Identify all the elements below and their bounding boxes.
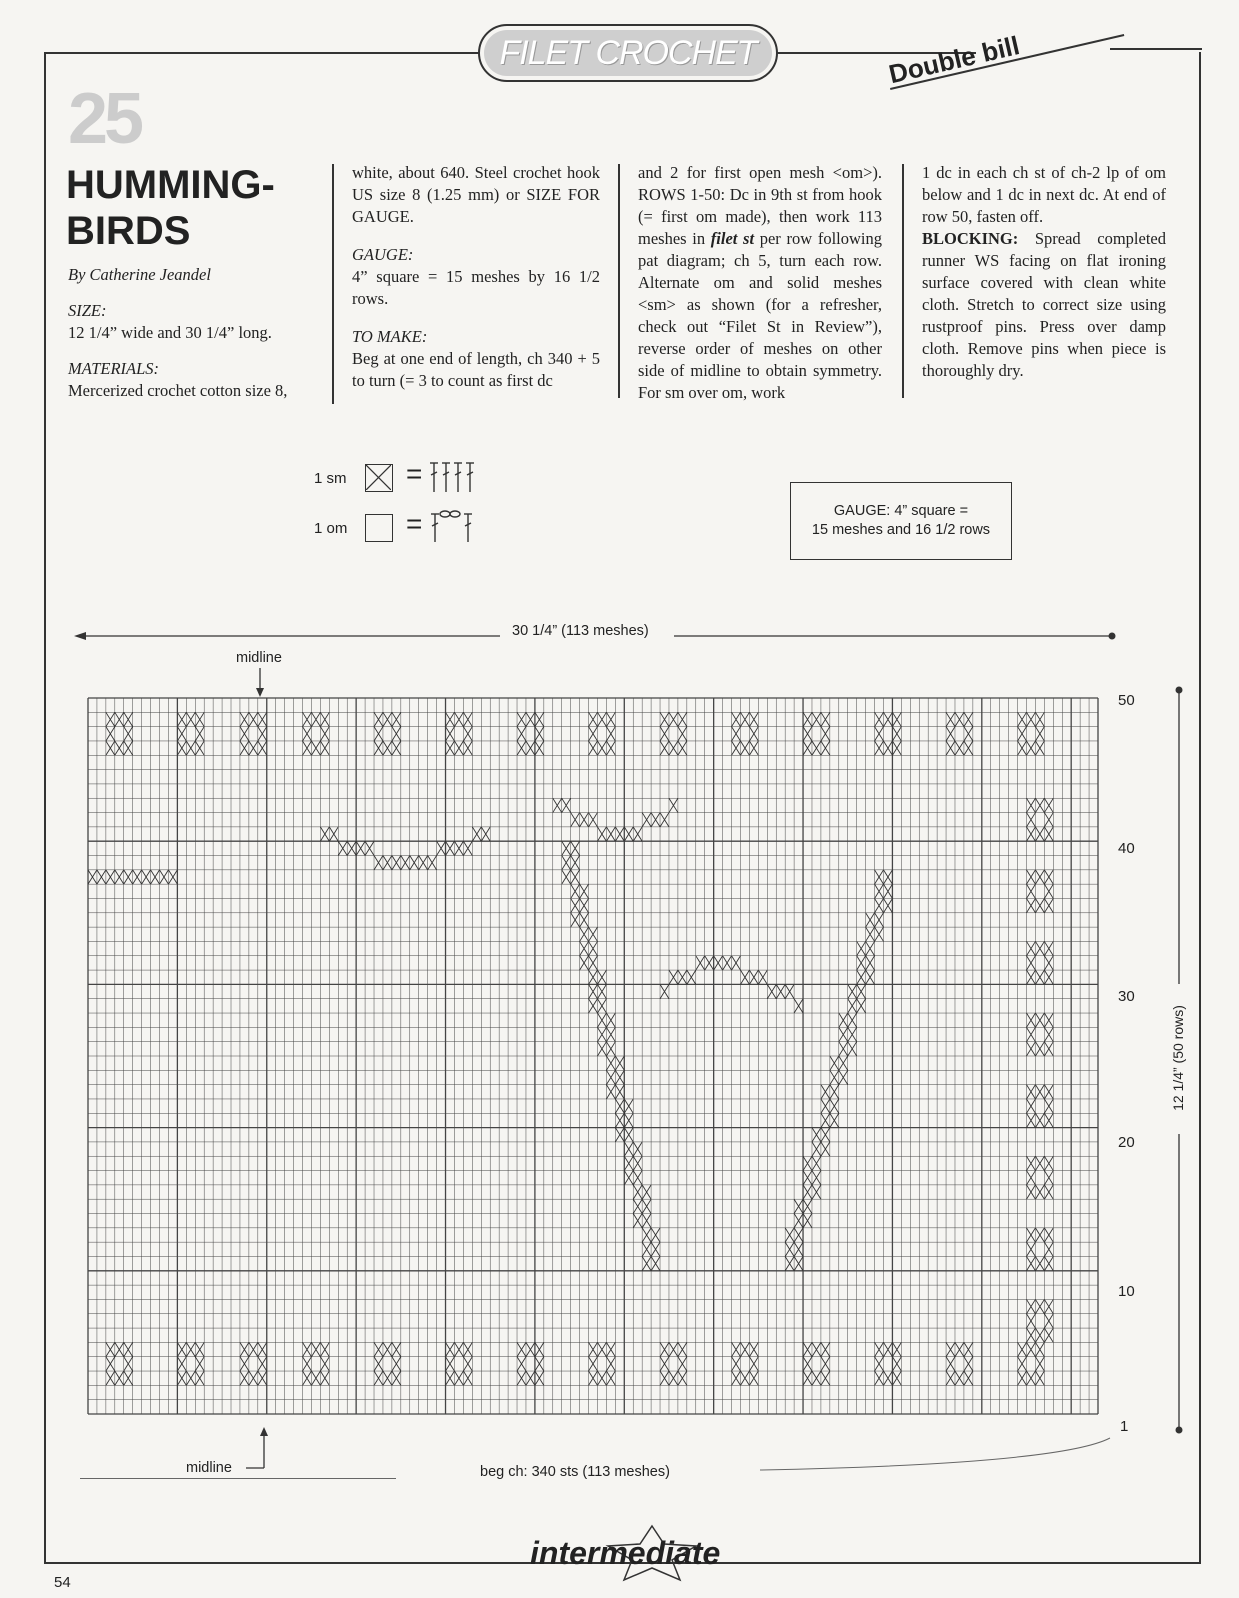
gauge-label: GAUGE: [352,245,414,264]
column-3 [638,162,882,404]
double-crochet-symbol [430,460,478,494]
row-label-40: 40 [1118,840,1135,857]
row-label-50: 50 [1118,692,1135,709]
solid-mesh-symbol [365,464,393,492]
gauge-box-line-1: GAUGE: 4” square = [833,503,969,519]
frame-top-rule [44,52,484,54]
tagline: Double bill [886,30,1023,90]
midline-bottom-label: midline [186,1460,232,1476]
row-label-1: 1 [1120,1418,1129,1435]
footer-rule-left [54,1562,504,1564]
column-divider [332,164,334,404]
title-line-2: BIRDS [66,209,191,253]
footer-rule-right [770,1562,1200,1564]
column-divider [618,164,620,398]
row-label-20: 20 [1118,1134,1135,1151]
materials-label: MATERIALS: [68,359,160,378]
byline: By Catherine Jeandel [68,265,211,284]
skill-level: intermediate [530,1535,721,1571]
to-make-text: Beg at one end of length, ch 340 + 5 to turn (= 3 to count as first dc [352,349,600,390]
column-4 [922,162,1166,382]
equals-sign: = [406,458,423,489]
pattern-number: 25 [68,79,141,159]
column-2 [352,162,600,392]
column-1 [68,264,318,402]
crochet-chart-grid [86,696,1112,1424]
materials-continued: white, about 640. Steel crochet hook US size 8 (1.25 mm) or SIZE FOR GAUGE. [352,163,600,226]
gauge-box-line-2: 15 meshes and 16 1/2 rows [811,522,991,538]
frame-top-rule [1110,48,1202,50]
beg-ch-bracket [760,1434,1130,1474]
row-label-30: 30 [1118,988,1135,1005]
title-line-1: HUMMING- [66,163,275,207]
open-mesh-symbol [365,514,393,542]
row-label-10: 10 [1118,1283,1135,1300]
height-dimension-label: 12 1/4” (50 rows) [1170,1005,1186,1111]
instructions-text: and 2 for first open mesh <om>). ROWS 1-50: Dc in 9th st from hook (= first om made), then work 113 meshes in filet st per row following pat diagram; ch 5, turn each row. Alternate om and solid meshes <sm> as shown (for a refresher, check out “Filet St in Review”), reverse order of meshes on other side of midline to obtain symmetry. For sm over om, work [638,163,882,402]
beg-ch-label: beg ch: 340 sts (113 meshes) [480,1464,670,1480]
open-mesh-stitch-symbol [430,508,478,544]
footer-rule [80,1478,396,1479]
key-sm-label: 1 sm [314,470,347,487]
blocking-text: BLOCKING: Spread completed runner WS facing on flat ironing surface covered with clean white cloth. Stretch to correct size using rustproof pins. Press over damp cloth. Remove pins when piece is thoroughly dry. [922,229,1166,380]
midline-top-label: midline [236,650,282,666]
to-make-label: TO MAKE: [352,327,428,346]
midline-arrow-down-icon [254,668,266,698]
width-dimension-label: 30 1/4” (113 meshes) [512,623,649,639]
equals-sign: = [406,508,423,539]
size-text: 12 1/4” wide and 30 1/4” long. [68,323,272,342]
materials-text: Mercerized crochet cotton size 8, [68,381,288,400]
column-divider [902,164,904,398]
section-banner: FILET CROCHET [478,24,778,82]
page-number: 54 [54,1574,71,1591]
key-om-label: 1 om [314,520,348,537]
midline-arrow-up-icon [246,1426,270,1472]
pattern-title [66,162,275,254]
gauge-text: 4” square = 15 meshes by 16 1/2 rows. [352,267,600,308]
instructions-end: 1 dc in each ch st of ch-2 lp of om below and 1 dc in next dc. At end of row 50, fasten off. [922,163,1166,226]
gauge-box [790,482,1012,560]
size-label: SIZE: [68,301,107,320]
